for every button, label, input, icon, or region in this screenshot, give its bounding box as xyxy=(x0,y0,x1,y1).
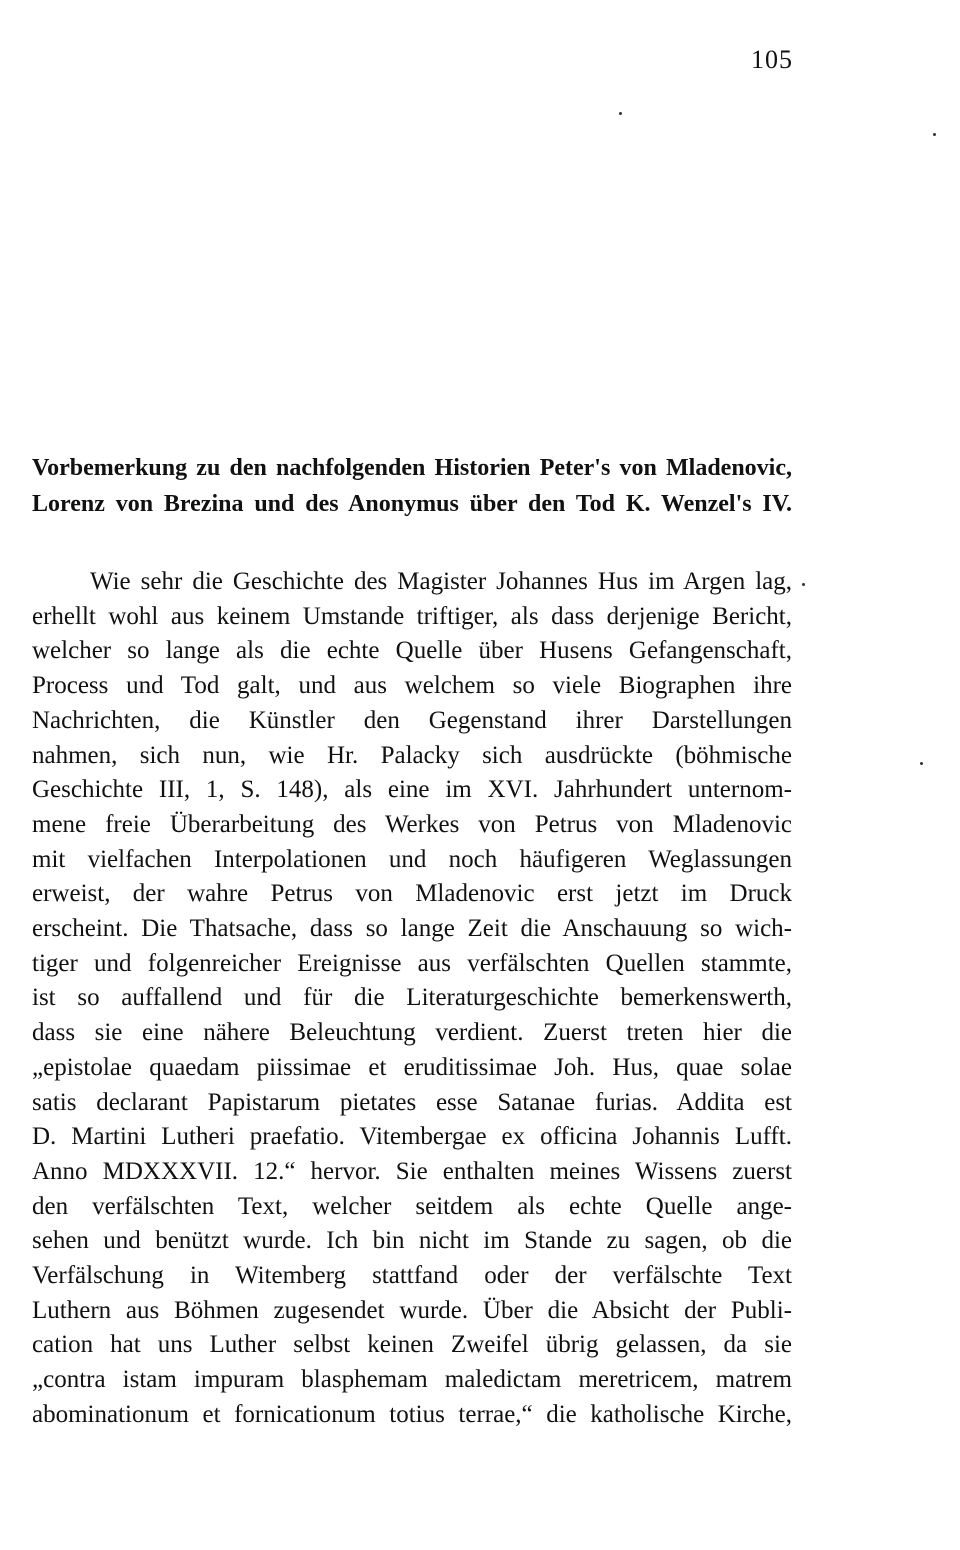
section-heading xyxy=(32,450,792,522)
text-line: satis declarant Papistarum pietates esse Satanae furias. Addita est xyxy=(32,1088,792,1116)
text-line: den verfälschten Text, welcher seitdem als echte Quelle ange- xyxy=(32,1192,792,1220)
text-line: cation hat uns Luther selbst keinen Zweifel übrig gelassen, da sie xyxy=(32,1331,792,1359)
text-line: D. Martini Lutheri praefatio. Vitembergae ex officina Johannis Lufft. xyxy=(32,1123,792,1151)
page-number: 105 xyxy=(751,45,793,74)
text-line: Wie sehr die Geschichte des Magister Johannes Hus im Argen lag, xyxy=(90,568,792,595)
text-line: sehen und benützt wurde. Ich bin nicht im Stande zu sagen, ob die xyxy=(32,1227,792,1255)
text-line: „contra istam impuram blasphemam maledictam meretricem, matrem xyxy=(32,1366,792,1394)
text-line: tiger und folgenreicher Ereignisse aus verfälschten Quellen stammte, xyxy=(32,949,792,977)
body-paragraph xyxy=(32,565,792,1433)
text-line: nahmen, sich nun, wie Hr. Palacky sich ausdrückte (böhmische xyxy=(32,741,792,769)
heading-line: Vorbemerkung zu den nachfolgenden Historien Peter's von Mladenovic, xyxy=(32,455,792,481)
scan-speck xyxy=(933,133,936,136)
heading-line: Lorenz von Brezina und des Anonymus über den Tod K. Wenzel's IV. xyxy=(32,491,792,517)
text-line: Luthern aus Böhmen zugesendet wurde. Über die Absicht der Publi- xyxy=(32,1296,792,1324)
text-line: welcher so lange als die echte Quelle über Husens Gefangenschaft, xyxy=(32,637,792,665)
text-line: mene freie Überarbeitung des Werkes von Petrus von Mladenovic xyxy=(32,810,792,838)
text-line: Anno MDXXXVII. 12.“ hervor. Sie enthalten meines Wissens zuerst xyxy=(32,1157,792,1185)
scan-speck xyxy=(920,762,923,765)
text-line: erhellt wohl aus keinem Umstande triftiger, als dass derjenige Bericht, xyxy=(32,602,792,630)
text-line: dass sie eine nähere Beleuchtung verdient. Zuerst treten hier die xyxy=(32,1019,792,1047)
text-line: abominationum et fornicationum totius terrae,“ die katholische Kirche, xyxy=(32,1400,792,1428)
text-line: erscheint. Die Thatsache, dass so lange Zeit die Anschauung so wich- xyxy=(32,915,792,943)
text-line: Process und Tod galt, und aus welchem so viele Biographen ihre xyxy=(32,672,792,700)
text-line: Geschichte III, 1, S. 148), als eine im XVI. Jahrhundert unternom- xyxy=(32,776,792,804)
text-line: Nachrichten, die Künstler den Gegenstand ihrer Darstellungen xyxy=(32,706,792,734)
text-line: Verfälschung in Witemberg stattfand oder der verfälschte Text xyxy=(32,1262,792,1290)
text-line: ist so auffallend und für die Literaturgeschichte bemerkenswerth, xyxy=(32,984,792,1012)
text-line: mit vielfachen Interpolationen und noch häufigeren Weglassungen xyxy=(32,845,792,873)
scan-speck xyxy=(619,112,622,115)
scan-speck xyxy=(802,583,805,586)
text-line: erweist, der wahre Petrus von Mladenovic erst jetzt im Druck xyxy=(32,880,792,908)
text-line: „epistolae quaedam piissimae et eruditissimae Joh. Hus, quae solae xyxy=(32,1053,792,1081)
